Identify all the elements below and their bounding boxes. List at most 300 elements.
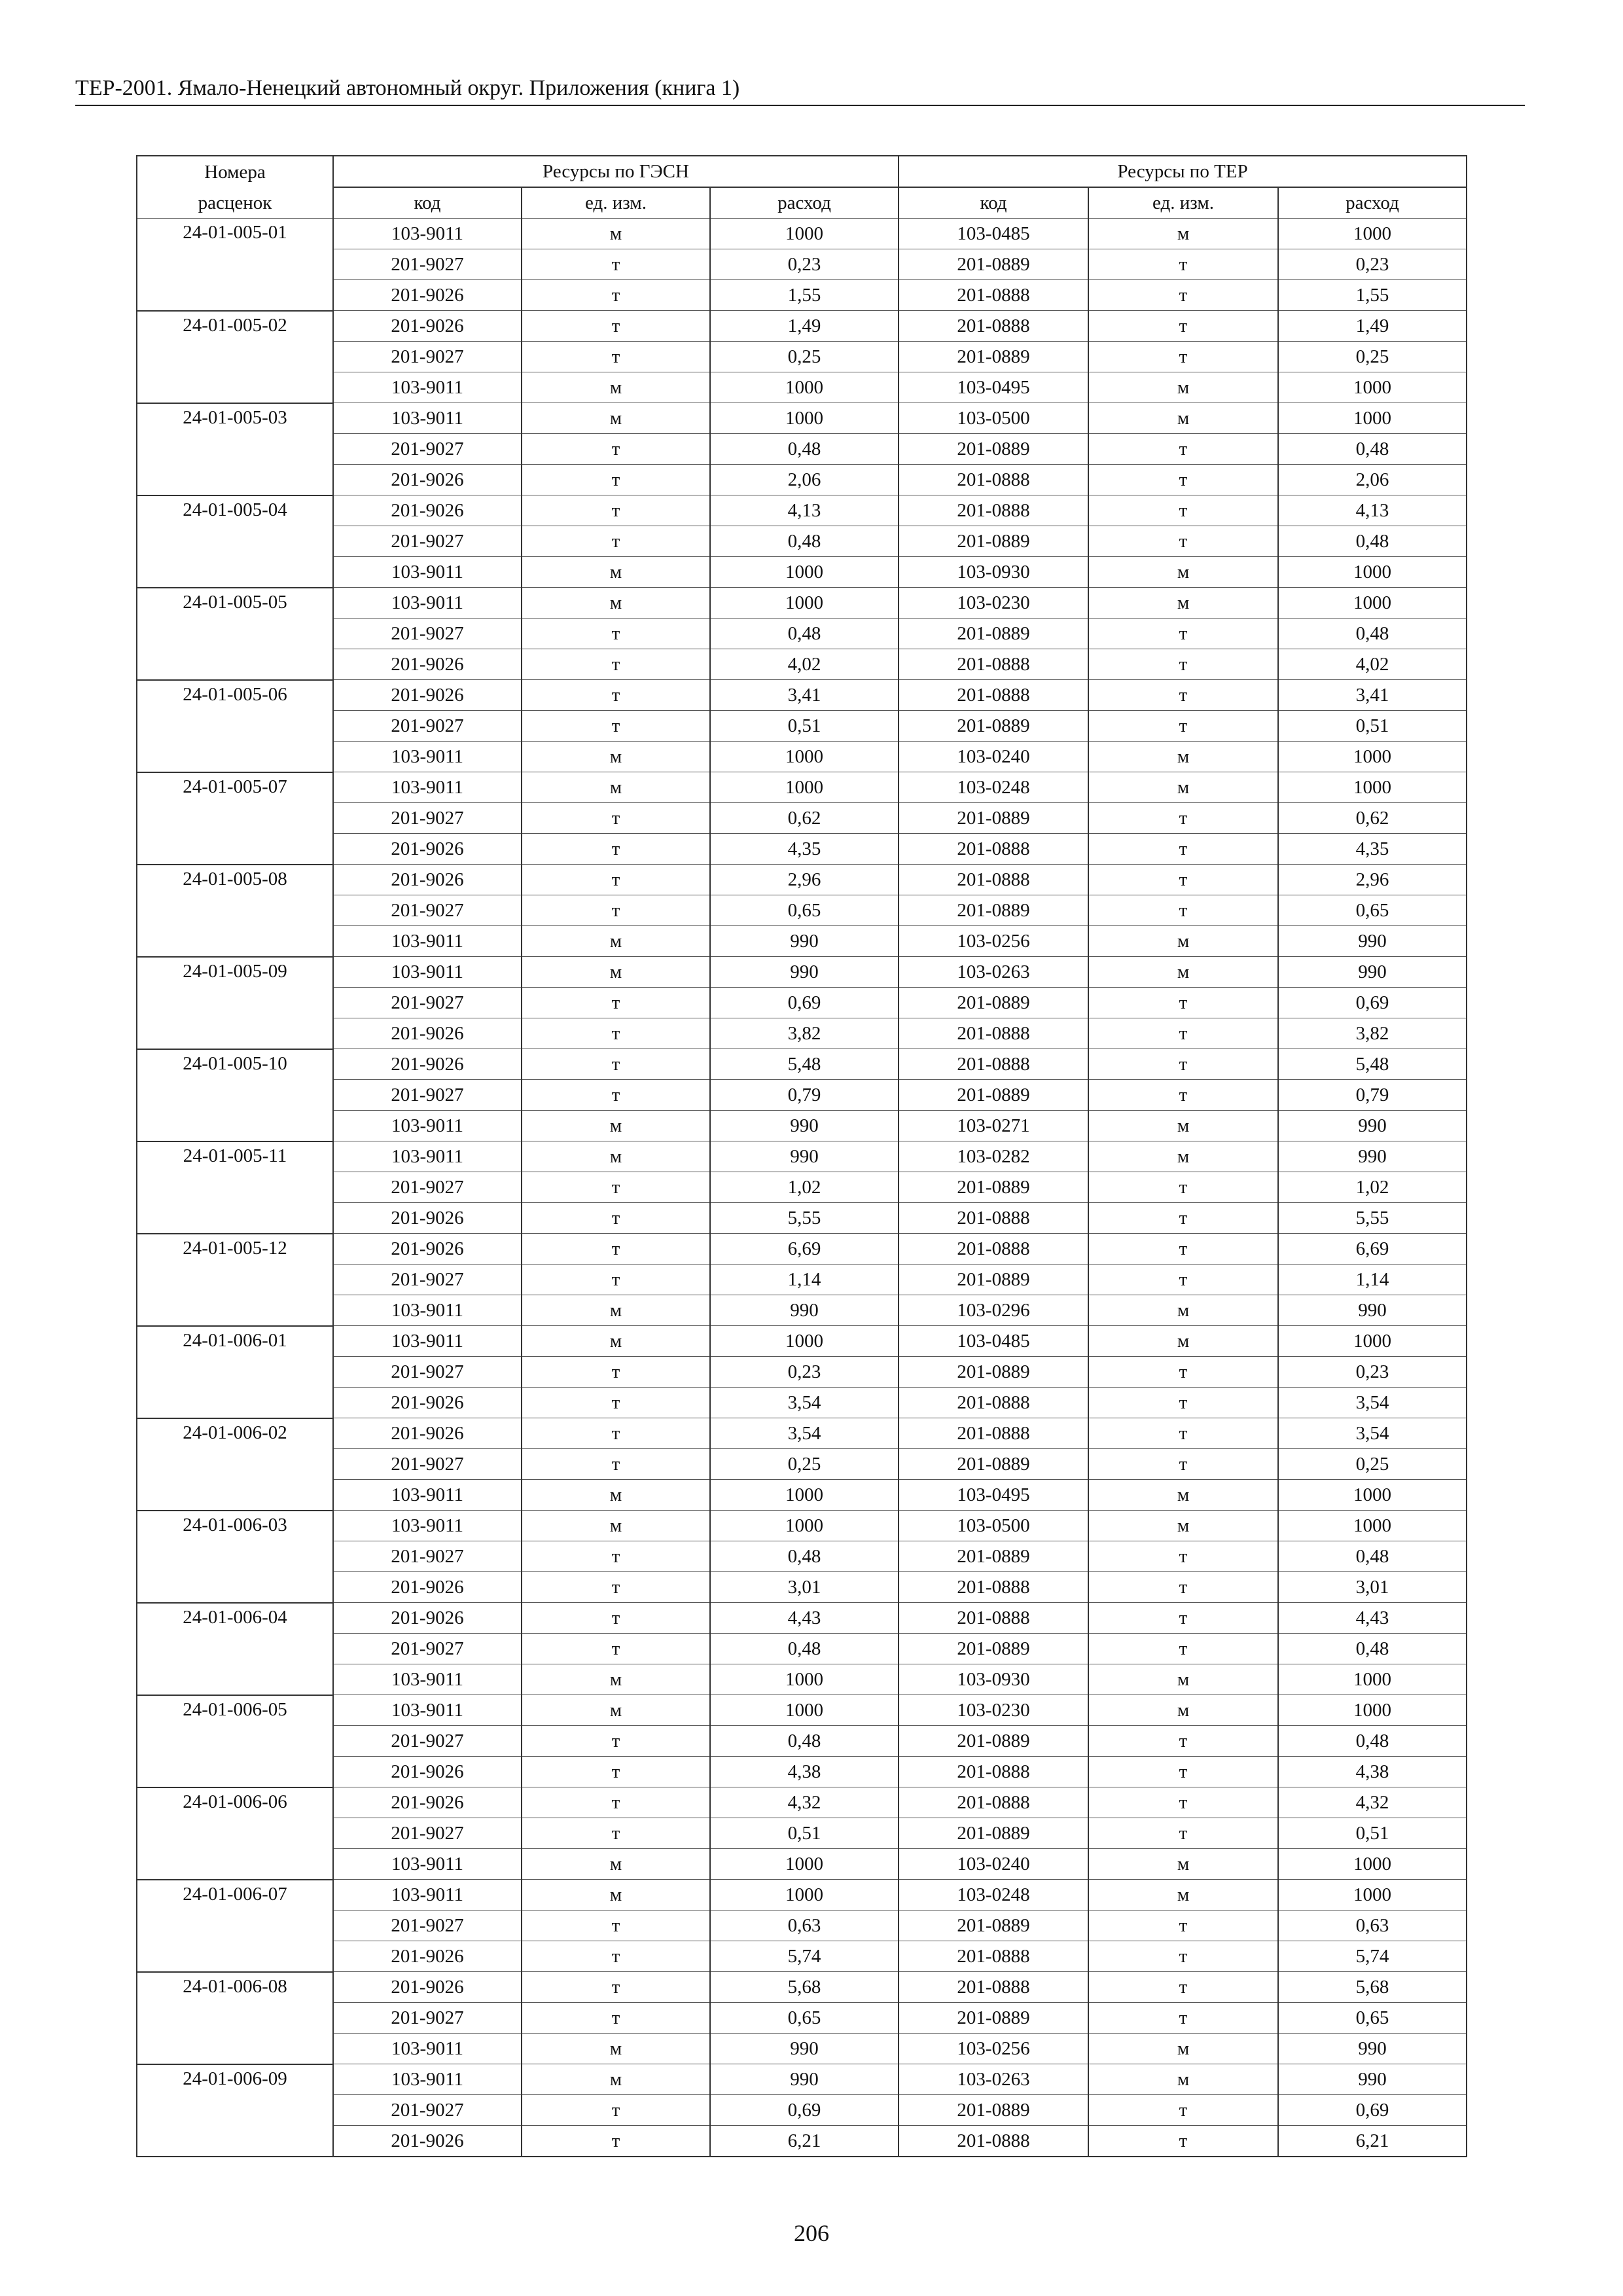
table-row [137, 342, 1467, 372]
gesn-amount-cell: 1000 [710, 1849, 899, 1880]
ter-code-cell: 201-0889 [899, 2095, 1088, 2126]
gesn-code-cell: 103-9011 [333, 1664, 522, 1695]
col-rate-header-top: Номера [137, 156, 333, 187]
table-row [137, 1018, 1467, 1049]
ter-amount-cell: 2,06 [1278, 465, 1467, 495]
table-row [137, 1449, 1467, 1480]
rate-number-cell: 24-01-005-01 [137, 219, 333, 311]
gesn-amount-cell: 0,48 [710, 1634, 899, 1664]
ter-code-cell: 201-0888 [899, 680, 1088, 711]
gesn-amount-cell: 990 [710, 1111, 899, 1141]
gesn-unit-cell: т [522, 465, 710, 495]
gesn-unit-cell: т [522, 1910, 710, 1941]
gesn-unit-cell: т [522, 1080, 710, 1111]
ter-unit-cell: т [1088, 1572, 1278, 1603]
ter-code-cell: 103-0282 [899, 1141, 1088, 1172]
gesn-amount-cell: 0,25 [710, 1449, 899, 1480]
gesn-amount-cell: 1000 [710, 742, 899, 772]
ter-code-cell: 201-0888 [899, 1787, 1088, 1818]
gesn-unit-cell: т [522, 1388, 710, 1418]
gesn-unit-cell: т [522, 249, 710, 280]
ter-unit-cell: т [1088, 1265, 1278, 1295]
ter-amount-cell: 1000 [1278, 1664, 1467, 1695]
gesn-amount-cell: 3,54 [710, 1418, 899, 1449]
gesn-code-cell: 103-9011 [333, 403, 522, 434]
gesn-unit-cell: т [522, 1357, 710, 1388]
gesn-unit-cell: м [522, 1880, 710, 1910]
ter-unit-cell: м [1088, 1511, 1278, 1541]
gesn-unit-cell: м [522, 1695, 710, 1726]
gesn-unit-cell: т [522, 2126, 710, 2157]
col-ter-amount: расход [1278, 187, 1467, 219]
gesn-unit-cell: м [522, 957, 710, 988]
ter-unit-cell: т [1088, 1603, 1278, 1634]
gesn-unit-cell: т [522, 1818, 710, 1849]
gesn-code-cell: 103-9011 [333, 1695, 522, 1726]
gesn-unit-cell: т [522, 342, 710, 372]
ter-unit-cell: т [1088, 1234, 1278, 1265]
rate-number-cell: 24-01-005-12 [137, 1234, 333, 1326]
table-row [137, 1757, 1467, 1787]
rate-number-cell: 24-01-005-10 [137, 1049, 333, 1141]
ter-code-cell: 103-0240 [899, 742, 1088, 772]
gesn-amount-cell: 1000 [710, 1326, 899, 1357]
gesn-amount-cell: 3,01 [710, 1572, 899, 1603]
ter-unit-cell: т [1088, 1080, 1278, 1111]
ter-unit-cell: т [1088, 1357, 1278, 1388]
table-row [137, 649, 1467, 680]
ter-amount-cell: 0,48 [1278, 526, 1467, 557]
ter-code-cell: 201-0889 [899, 342, 1088, 372]
table-row [137, 1664, 1467, 1695]
gesn-code-cell: 103-9011 [333, 957, 522, 988]
ter-amount-cell: 0,62 [1278, 803, 1467, 834]
gesn-unit-cell: м [522, 1511, 710, 1541]
gesn-amount-cell: 1000 [710, 403, 899, 434]
rate-number-cell: 24-01-006-04 [137, 1603, 333, 1695]
ter-unit-cell: т [1088, 526, 1278, 557]
gesn-code-cell: 201-9027 [333, 1449, 522, 1480]
gesn-amount-cell: 0,51 [710, 711, 899, 742]
gesn-code-cell: 103-9011 [333, 557, 522, 588]
gesn-amount-cell: 0,48 [710, 526, 899, 557]
rate-number-cell: 24-01-005-06 [137, 680, 333, 772]
table-row [137, 1265, 1467, 1295]
ter-unit-cell: т [1088, 434, 1278, 465]
ter-unit-cell: т [1088, 1726, 1278, 1757]
ter-code-cell: 201-0889 [899, 803, 1088, 834]
ter-amount-cell: 3,01 [1278, 1572, 1467, 1603]
ter-code-cell: 201-0888 [899, 1203, 1088, 1234]
gesn-unit-cell: м [522, 2034, 710, 2064]
ter-unit-cell: т [1088, 495, 1278, 526]
table-body [137, 219, 1467, 2157]
ter-amount-cell: 0,63 [1278, 1910, 1467, 1941]
ter-amount-cell: 0,69 [1278, 2095, 1467, 2126]
ter-amount-cell: 5,55 [1278, 1203, 1467, 1234]
ter-amount-cell: 4,13 [1278, 495, 1467, 526]
table-row [137, 1295, 1467, 1326]
gesn-amount-cell: 3,82 [710, 1018, 899, 1049]
ter-unit-cell: м [1088, 1664, 1278, 1695]
gesn-amount-cell: 4,32 [710, 1787, 899, 1818]
table-row [137, 280, 1467, 311]
ter-unit-cell: т [1088, 1787, 1278, 1818]
ter-code-cell: 201-0888 [899, 311, 1088, 342]
ter-amount-cell: 990 [1278, 2034, 1467, 2064]
ter-unit-cell: т [1088, 311, 1278, 342]
gesn-code-cell: 201-9026 [333, 1203, 522, 1234]
gesn-code-cell: 201-9026 [333, 1234, 522, 1265]
gesn-unit-cell: м [522, 372, 710, 403]
ter-unit-cell: м [1088, 1111, 1278, 1141]
ter-unit-cell: м [1088, 1141, 1278, 1172]
col-gesn-amount: расход [710, 187, 899, 219]
table-row [137, 1203, 1467, 1234]
ter-amount-cell: 1,55 [1278, 280, 1467, 311]
ter-amount-cell: 6,69 [1278, 1234, 1467, 1265]
gesn-code-cell: 201-9027 [333, 1818, 522, 1849]
ter-unit-cell: т [1088, 1634, 1278, 1664]
ter-code-cell: 201-0888 [899, 280, 1088, 311]
ter-code-cell: 103-0495 [899, 1480, 1088, 1511]
gesn-amount-cell: 4,38 [710, 1757, 899, 1787]
table-row [137, 742, 1467, 772]
gesn-unit-cell: т [522, 280, 710, 311]
ter-code-cell: 103-0485 [899, 1326, 1088, 1357]
rate-number-cell: 24-01-005-11 [137, 1141, 333, 1234]
gesn-amount-cell: 1,49 [710, 311, 899, 342]
gesn-code-cell: 103-9011 [333, 588, 522, 619]
ter-unit-cell: т [1088, 1972, 1278, 2003]
ter-unit-cell: т [1088, 1018, 1278, 1049]
table-row [137, 1726, 1467, 1757]
rate-number-cell: 24-01-005-09 [137, 957, 333, 1049]
gesn-unit-cell: м [522, 1480, 710, 1511]
table-row [137, 1480, 1467, 1511]
ter-code-cell: 201-0888 [899, 865, 1088, 895]
gesn-code-cell: 201-9027 [333, 895, 522, 926]
gesn-code-cell: 201-9026 [333, 1787, 522, 1818]
col-group-gesn: Ресурсы по ГЭСН [333, 156, 899, 187]
table-row [137, 1080, 1467, 1111]
ter-unit-cell: м [1088, 742, 1278, 772]
ter-amount-cell: 0,65 [1278, 2003, 1467, 2034]
gesn-amount-cell: 0,48 [710, 434, 899, 465]
gesn-amount-cell: 0,23 [710, 249, 899, 280]
gesn-unit-cell: т [522, 865, 710, 895]
gesn-unit-cell: т [522, 1603, 710, 1634]
gesn-code-cell: 103-9011 [333, 1326, 522, 1357]
ter-amount-cell: 0,48 [1278, 1726, 1467, 1757]
gesn-amount-cell: 0,65 [710, 895, 899, 926]
ter-code-cell: 103-0495 [899, 372, 1088, 403]
ter-amount-cell: 4,38 [1278, 1757, 1467, 1787]
ter-code-cell: 201-0889 [899, 988, 1088, 1018]
col-group-ter: Ресурсы по ТЕР [899, 156, 1467, 187]
rate-number-cell: 24-01-006-07 [137, 1880, 333, 1972]
table-row [137, 1388, 1467, 1418]
ter-code-cell: 201-0888 [899, 1972, 1088, 2003]
gesn-code-cell: 201-9026 [333, 1572, 522, 1603]
gesn-code-cell: 201-9027 [333, 711, 522, 742]
gesn-code-cell: 201-9027 [333, 803, 522, 834]
gesn-amount-cell: 4,43 [710, 1603, 899, 1634]
ter-amount-cell: 1000 [1278, 372, 1467, 403]
gesn-unit-cell: м [522, 219, 710, 249]
gesn-amount-cell: 0,63 [710, 1910, 899, 1941]
ter-unit-cell: м [1088, 1849, 1278, 1880]
ter-code-cell: 201-0889 [899, 1818, 1088, 1849]
rate-number-cell: 24-01-006-03 [137, 1511, 333, 1603]
table-row [137, 1049, 1467, 1080]
ter-amount-cell: 0,48 [1278, 619, 1467, 649]
gesn-unit-cell: т [522, 434, 710, 465]
ter-amount-cell: 5,68 [1278, 1972, 1467, 2003]
ter-unit-cell: т [1088, 1818, 1278, 1849]
ter-code-cell: 103-0271 [899, 1111, 1088, 1141]
gesn-amount-cell: 1,14 [710, 1265, 899, 1295]
gesn-code-cell: 201-9027 [333, 1634, 522, 1664]
gesn-unit-cell: м [522, 1295, 710, 1326]
ter-amount-cell: 0,79 [1278, 1080, 1467, 1111]
gesn-code-cell: 201-9027 [333, 434, 522, 465]
ter-unit-cell: т [1088, 619, 1278, 649]
gesn-code-cell: 201-9027 [333, 988, 522, 1018]
ter-amount-cell: 6,21 [1278, 2126, 1467, 2157]
gesn-amount-cell: 0,65 [710, 2003, 899, 2034]
ter-code-cell: 201-0888 [899, 1018, 1088, 1049]
rate-number-cell: 24-01-005-02 [137, 311, 333, 403]
ter-code-cell: 103-0930 [899, 557, 1088, 588]
gesn-code-cell: 201-9026 [333, 680, 522, 711]
ter-code-cell: 201-0888 [899, 1234, 1088, 1265]
ter-code-cell: 201-0889 [899, 619, 1088, 649]
table-row [137, 465, 1467, 495]
gesn-amount-cell: 5,55 [710, 1203, 899, 1234]
gesn-amount-cell: 5,48 [710, 1049, 899, 1080]
gesn-code-cell: 103-9011 [333, 372, 522, 403]
table-row [137, 2126, 1467, 2157]
table-row [137, 1172, 1467, 1203]
ter-code-cell: 201-0888 [899, 2126, 1088, 2157]
gesn-unit-cell: т [522, 1972, 710, 2003]
gesn-amount-cell: 0,79 [710, 1080, 899, 1111]
ter-amount-cell: 990 [1278, 957, 1467, 988]
ter-code-cell: 103-0248 [899, 1880, 1088, 1910]
ter-unit-cell: т [1088, 803, 1278, 834]
gesn-code-cell: 201-9026 [333, 465, 522, 495]
gesn-unit-cell: т [522, 619, 710, 649]
gesn-unit-cell: м [522, 557, 710, 588]
gesn-amount-cell: 1000 [710, 1480, 899, 1511]
table-row [137, 495, 1467, 526]
gesn-unit-cell: т [522, 711, 710, 742]
gesn-code-cell: 201-9027 [333, 1726, 522, 1757]
table-row [137, 772, 1467, 803]
ter-unit-cell: м [1088, 926, 1278, 957]
ter-unit-cell: т [1088, 834, 1278, 865]
table-row [137, 1818, 1467, 1849]
ter-code-cell: 201-0888 [899, 1388, 1088, 1418]
table-row [137, 219, 1467, 249]
gesn-code-cell: 201-9027 [333, 1172, 522, 1203]
ter-unit-cell: м [1088, 1480, 1278, 1511]
gesn-code-cell: 201-9026 [333, 1941, 522, 1972]
ter-amount-cell: 3,41 [1278, 680, 1467, 711]
col-ter-code: код [899, 187, 1088, 219]
gesn-amount-cell: 1,02 [710, 1172, 899, 1203]
gesn-unit-cell: т [522, 895, 710, 926]
table-row [137, 526, 1467, 557]
gesn-code-cell: 103-9011 [333, 926, 522, 957]
ter-unit-cell: т [1088, 1172, 1278, 1203]
table-row [137, 2003, 1467, 2034]
ter-code-cell: 201-0888 [899, 1757, 1088, 1787]
gesn-amount-cell: 5,68 [710, 1972, 899, 2003]
rate-number-cell: 24-01-006-06 [137, 1787, 333, 1880]
ter-amount-cell: 1000 [1278, 219, 1467, 249]
ter-amount-cell: 0,25 [1278, 1449, 1467, 1480]
ter-code-cell: 201-0889 [899, 1634, 1088, 1664]
ter-code-cell: 103-0230 [899, 588, 1088, 619]
ter-amount-cell: 1000 [1278, 772, 1467, 803]
gesn-amount-cell: 1000 [710, 1664, 899, 1695]
gesn-unit-cell: м [522, 1326, 710, 1357]
gesn-code-cell: 201-9026 [333, 865, 522, 895]
table-row [137, 1572, 1467, 1603]
ter-unit-cell: т [1088, 1541, 1278, 1572]
ter-amount-cell: 4,35 [1278, 834, 1467, 865]
gesn-amount-cell: 3,41 [710, 680, 899, 711]
ter-amount-cell: 990 [1278, 2064, 1467, 2095]
gesn-amount-cell: 990 [710, 1295, 899, 1326]
ter-unit-cell: м [1088, 1326, 1278, 1357]
table-row [137, 957, 1467, 988]
ter-code-cell: 103-0500 [899, 1511, 1088, 1541]
ter-unit-cell: т [1088, 1910, 1278, 1941]
table-row [137, 895, 1467, 926]
gesn-code-cell: 201-9027 [333, 2095, 522, 2126]
gesn-code-cell: 201-9026 [333, 311, 522, 342]
gesn-unit-cell: т [522, 649, 710, 680]
gesn-unit-cell: т [522, 1726, 710, 1757]
table-row [137, 2095, 1467, 2126]
ter-unit-cell: м [1088, 403, 1278, 434]
ter-code-cell: 201-0888 [899, 834, 1088, 865]
table-row [137, 1849, 1467, 1880]
gesn-code-cell: 103-9011 [333, 2034, 522, 2064]
ter-unit-cell: т [1088, 249, 1278, 280]
ter-unit-cell: т [1088, 1049, 1278, 1080]
ter-amount-cell: 990 [1278, 1295, 1467, 1326]
ter-amount-cell: 0,51 [1278, 711, 1467, 742]
ter-amount-cell: 3,54 [1278, 1388, 1467, 1418]
ter-amount-cell: 1000 [1278, 557, 1467, 588]
ter-code-cell: 201-0889 [899, 1726, 1088, 1757]
ter-unit-cell: т [1088, 1941, 1278, 1972]
table-row [137, 2064, 1467, 2095]
ter-unit-cell: т [1088, 465, 1278, 495]
ter-amount-cell: 1000 [1278, 742, 1467, 772]
ter-amount-cell: 3,54 [1278, 1418, 1467, 1449]
gesn-unit-cell: т [522, 834, 710, 865]
ter-amount-cell: 5,48 [1278, 1049, 1467, 1080]
rate-number-cell: 24-01-006-05 [137, 1695, 333, 1787]
ter-code-cell: 103-0296 [899, 1295, 1088, 1326]
ter-amount-cell: 990 [1278, 1111, 1467, 1141]
gesn-unit-cell: м [522, 588, 710, 619]
gesn-code-cell: 201-9026 [333, 1418, 522, 1449]
table-row [137, 834, 1467, 865]
page-header [75, 73, 1525, 106]
gesn-amount-cell: 990 [710, 2064, 899, 2095]
table-row [137, 588, 1467, 619]
table-row [137, 1695, 1467, 1726]
ter-code-cell: 201-0889 [899, 1541, 1088, 1572]
gesn-unit-cell: м [522, 926, 710, 957]
gesn-amount-cell: 990 [710, 957, 899, 988]
rate-number-cell: 24-01-006-09 [137, 2064, 333, 2157]
gesn-amount-cell: 990 [710, 2034, 899, 2064]
ter-amount-cell: 1,49 [1278, 311, 1467, 342]
gesn-amount-cell: 1000 [710, 772, 899, 803]
gesn-unit-cell: т [522, 495, 710, 526]
gesn-code-cell: 103-9011 [333, 1511, 522, 1541]
ter-unit-cell: т [1088, 680, 1278, 711]
rate-number-cell: 24-01-006-08 [137, 1972, 333, 2064]
gesn-code-cell: 201-9026 [333, 280, 522, 311]
ter-unit-cell: м [1088, 219, 1278, 249]
ter-amount-cell: 0,23 [1278, 1357, 1467, 1388]
gesn-amount-cell: 0,25 [710, 342, 899, 372]
ter-amount-cell: 1000 [1278, 1849, 1467, 1880]
gesn-unit-cell: т [522, 311, 710, 342]
gesn-amount-cell: 0,48 [710, 1541, 899, 1572]
ter-amount-cell: 1000 [1278, 403, 1467, 434]
table-row [137, 1603, 1467, 1634]
gesn-code-cell: 103-9011 [333, 1141, 522, 1172]
table-row [137, 1880, 1467, 1910]
table-row [137, 1418, 1467, 1449]
gesn-amount-cell: 4,35 [710, 834, 899, 865]
gesn-code-cell: 103-9011 [333, 1849, 522, 1880]
gesn-unit-cell: т [522, 1572, 710, 1603]
ter-unit-cell: т [1088, 1449, 1278, 1480]
ter-code-cell: 201-0888 [899, 1603, 1088, 1634]
gesn-unit-cell: т [522, 1172, 710, 1203]
gesn-unit-cell: т [522, 1018, 710, 1049]
ter-code-cell: 201-0888 [899, 1418, 1088, 1449]
ter-code-cell: 103-0485 [899, 219, 1088, 249]
ter-unit-cell: т [1088, 711, 1278, 742]
gesn-code-cell: 103-9011 [333, 1480, 522, 1511]
gesn-amount-cell: 990 [710, 1141, 899, 1172]
col-gesn-code: код [333, 187, 522, 219]
gesn-code-cell: 201-9027 [333, 249, 522, 280]
table-row [137, 2034, 1467, 2064]
gesn-unit-cell: т [522, 1757, 710, 1787]
ter-amount-cell: 4,43 [1278, 1603, 1467, 1634]
gesn-unit-cell: т [522, 680, 710, 711]
table-row [137, 619, 1467, 649]
ter-unit-cell: м [1088, 2034, 1278, 2064]
gesn-unit-cell: м [522, 1111, 710, 1141]
ter-unit-cell: м [1088, 2064, 1278, 2095]
ter-code-cell: 201-0889 [899, 2003, 1088, 2034]
gesn-unit-cell: т [522, 1787, 710, 1818]
gesn-amount-cell: 1000 [710, 219, 899, 249]
